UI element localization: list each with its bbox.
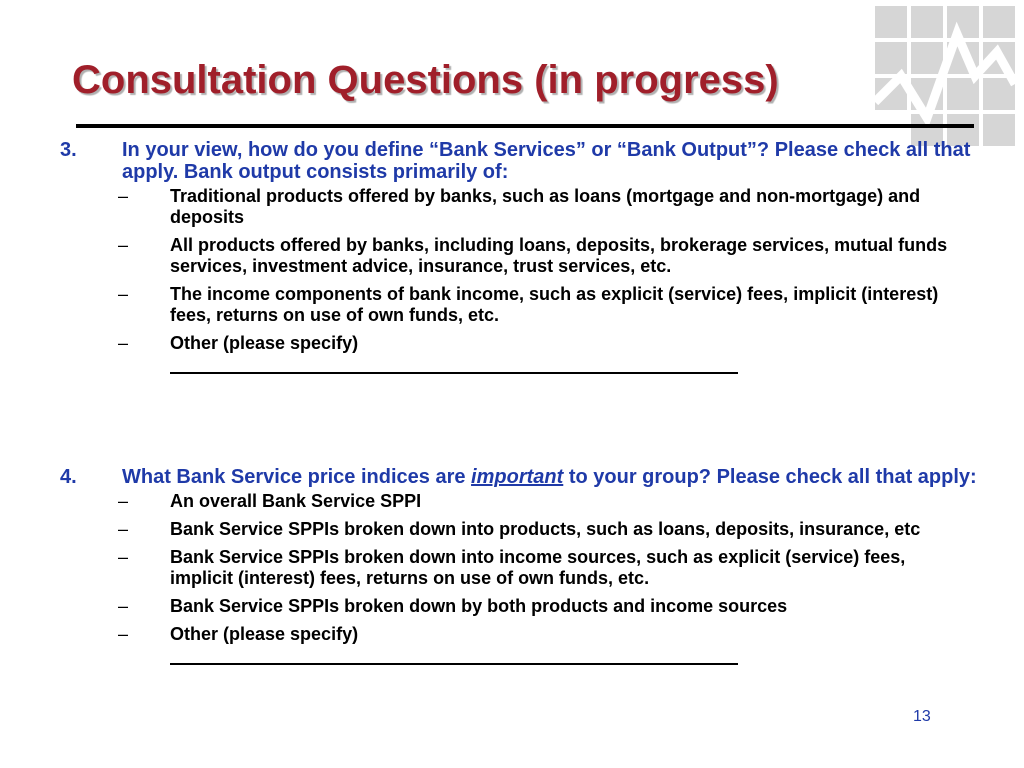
option-list — [60, 186, 980, 374]
option-item[interactable] — [60, 596, 970, 617]
question-3 — [60, 139, 980, 381]
dash-bullet-icon: – — [118, 186, 129, 206]
option-item[interactable] — [60, 547, 970, 589]
dash-bullet-icon: – — [118, 284, 129, 304]
question-4 — [60, 466, 980, 672]
emphasis-text: important — [471, 466, 564, 488]
page-number: 13 — [913, 708, 931, 725]
question-text-start: What Bank Service price indices are — [122, 466, 472, 488]
option-label: Traditional products offered by banks, such as loans (mortgage and non-mortgage) and deposits — [170, 186, 921, 227]
option-label: Bank Service SPPIs broken down by both products and income sources — [170, 596, 788, 616]
option-item[interactable] — [60, 235, 970, 277]
dash-bullet-icon: – — [118, 624, 129, 644]
dash-bullet-icon: – — [118, 235, 129, 255]
dash-bullet-icon: – — [118, 491, 129, 511]
specify-answer-line[interactable] — [170, 352, 738, 374]
option-item[interactable] — [60, 333, 970, 374]
question-text — [122, 466, 1022, 488]
option-label: Bank Service SPPIs broken down into income sources, such as explicit (service) fees, implicit (interest) fees, returns on use of own funds, etc. — [170, 547, 906, 588]
question-text-end: to your group? Please check all that apply: — [563, 466, 977, 488]
dash-bullet-icon: – — [118, 547, 129, 567]
option-item[interactable] — [60, 186, 970, 228]
option-item[interactable] — [60, 284, 970, 326]
page-title: Consultation Questions (in progress) — [72, 58, 779, 102]
option-label: Other (please specify) — [170, 333, 359, 353]
dash-bullet-icon: – — [118, 333, 129, 353]
option-label: An overall Bank Service SPPI — [170, 491, 422, 511]
question-number: 3. — [60, 139, 77, 161]
option-label: Other (please specify) — [170, 624, 359, 644]
option-label: Bank Service SPPIs broken down into products, such as loans, deposits, insurance, etc — [170, 519, 921, 539]
option-item[interactable] — [60, 624, 970, 665]
question-text: In your view, how do you define “Bank Services” or “Bank Output”? Please check all that apply. Bank output consists primarily of: — [122, 139, 971, 183]
dash-bullet-icon: – — [118, 519, 129, 539]
option-item[interactable] — [60, 491, 970, 512]
option-item[interactable] — [60, 519, 970, 540]
question-number: 4. — [60, 466, 77, 488]
dash-bullet-icon: – — [118, 596, 129, 616]
option-label: All products offered by banks, including loans, deposits, brokerage services, mutual funds services, investment advice, insurance, trust services, etc. — [170, 235, 948, 276]
title-divider — [76, 124, 974, 128]
specify-answer-line[interactable] — [170, 643, 738, 665]
option-list — [60, 491, 980, 665]
option-label: The income components of bank income, such as explicit (service) fees, implicit (interest) fees, returns on use of own funds, etc. — [170, 284, 939, 325]
